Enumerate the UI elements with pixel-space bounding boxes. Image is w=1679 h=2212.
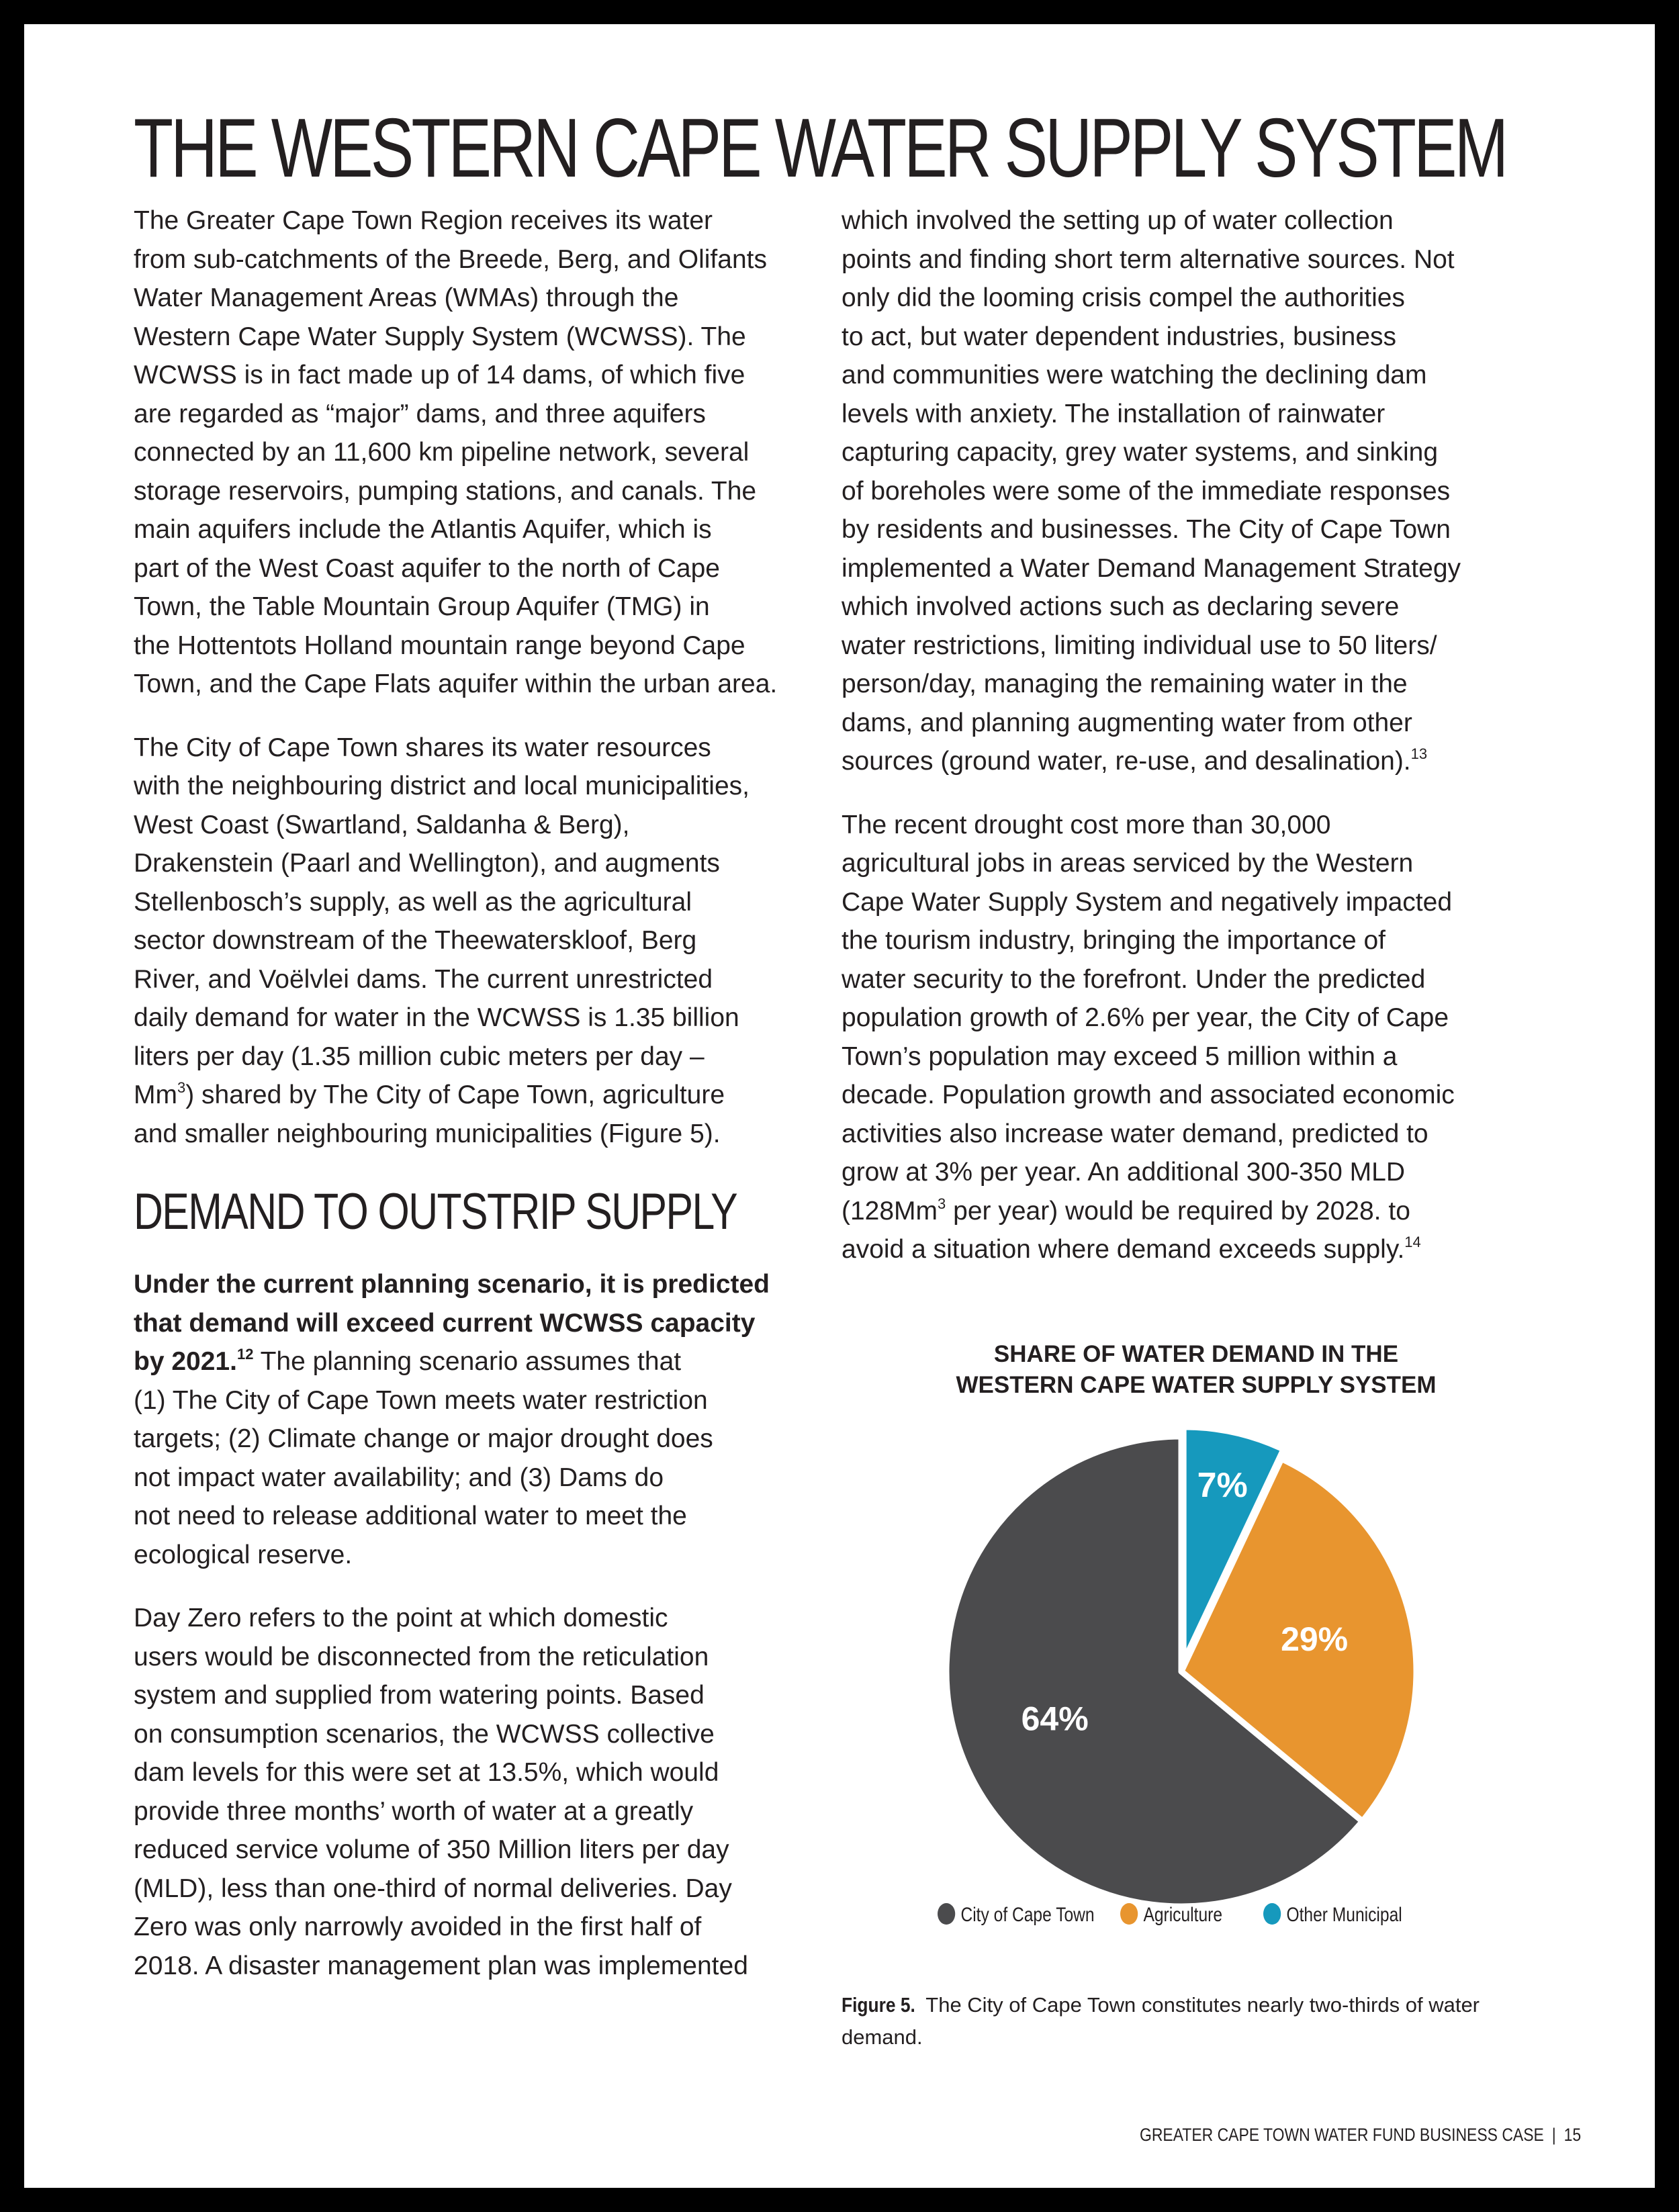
text-line: sector downstream of the Theewaterskloof, Berg xyxy=(134,926,697,955)
chart-title xyxy=(830,1339,1562,1401)
text-line: The Greater Cape Town Region receives its water xyxy=(134,206,713,235)
text-line: Zero was only narrowly avoided in the first half of xyxy=(134,1913,702,1941)
text-line: (MLD), less than one-third of normal deliveries. Day xyxy=(134,1874,732,1903)
text-fragment: (128Mm xyxy=(842,1196,938,1226)
text-fragment: avoid a situation where demand exceeds supply. xyxy=(842,1235,1405,1264)
text-line: of boreholes were some of the immediate responses xyxy=(842,476,1451,506)
left-column xyxy=(134,201,819,2010)
superscript: 3 xyxy=(938,1195,946,1212)
right-column xyxy=(842,201,1527,1294)
text-line: WCWSS is in fact made up of 14 dams, of which five xyxy=(134,361,745,389)
text-line: agricultural jobs in areas serviced by the Western xyxy=(842,849,1414,878)
document-page xyxy=(24,24,1655,2188)
text-line: to act, but water dependent industries, business xyxy=(842,322,1397,351)
text-line: water security to the forefront. Under the predicted xyxy=(842,964,1426,994)
text-line: Town, and the Cape Flats aquifer within the urban area. xyxy=(134,670,778,698)
pie-label-agriculture: 29% xyxy=(1281,1620,1349,1658)
text-line: which involved actions such as declaring severe xyxy=(842,592,1400,621)
text-line: with the neighbouring district and local municipalities, xyxy=(134,772,750,800)
text-fragment: sources (ground water, re-use, and desalination). xyxy=(842,747,1411,776)
text-line xyxy=(842,742,1527,781)
text-line: (1) The City of Cape Town meets water restriction xyxy=(134,1385,708,1415)
legend-label: Other Municipal xyxy=(1286,1904,1402,1926)
text-line: the Hottentots Holland mountain range beyond Cape xyxy=(134,631,745,660)
text-line: Town’s population may exceed 5 million within a xyxy=(842,1042,1398,1071)
text-line: and communities were watching the declining dam xyxy=(842,361,1427,389)
text-line: dam levels for this were set at 13.5%, which would xyxy=(134,1758,719,1787)
paragraph-planning-scenario xyxy=(134,1265,819,1574)
text-line: person/day, managing the remaining water in the xyxy=(842,670,1408,698)
paragraph-day-zero xyxy=(134,1599,819,1985)
text-line: the tourism industry, bringing the importance of xyxy=(842,926,1386,955)
text-line: on consumption scenarios, the WCWSS collective xyxy=(134,1719,715,1749)
footer-title: GREATER CAPE TOWN WATER FUND BUSINESS CASE xyxy=(1139,2125,1544,2145)
text-line: levels with anxiety. The installation of rainwater xyxy=(842,399,1386,428)
text-fragment-bold: by 2021. xyxy=(134,1347,237,1376)
pie-chart xyxy=(926,1416,1437,1927)
text-line: storage reservoirs, pumping stations, and canals. The xyxy=(134,476,757,506)
text-line: Day Zero refers to the point at which domestic xyxy=(134,1604,668,1632)
text-line: provide three months’ worth of water at a greatly xyxy=(134,1796,694,1826)
text-line: decade. Population growth and associated economic xyxy=(842,1080,1455,1109)
text-line: not impact water availability; and (3) Dams do xyxy=(134,1463,664,1492)
text-line: Cape Water Supply System and negatively impacted xyxy=(842,887,1453,917)
superscript: 3 xyxy=(177,1079,186,1096)
text-line: main aquifers include the Atlantis Aquifer, which is xyxy=(134,515,712,544)
text-line: 2018. A disaster management plan was implemented xyxy=(134,1951,748,1980)
section-heading-demand: DEMAND TO OUTSTRIP SUPPLY xyxy=(134,1183,737,1240)
text-line xyxy=(134,1076,819,1115)
text-line xyxy=(842,1192,1527,1231)
text-line: dams, and planning augmenting water from other xyxy=(842,708,1412,737)
page-title: THE WESTERN CAPE WATER SUPPLY SYSTEM xyxy=(134,102,1506,195)
text-line: water restrictions, limiting individual use to 50 liters/ xyxy=(842,631,1437,660)
legend-swatch-city xyxy=(938,1903,955,1925)
text-line-bold: Under the current planning scenario, it is predicted xyxy=(134,1270,770,1299)
text-line: and smaller neighbouring municipalities (Figure 5). xyxy=(134,1119,721,1148)
text-fragment: The planning scenario assumes that xyxy=(253,1347,682,1376)
caption-text: The City of Cape Town constitutes nearly two-thirds of water demand. xyxy=(842,1993,1480,2049)
page-footer xyxy=(1140,2123,1581,2147)
legend-swatch-other-municipal xyxy=(1263,1903,1281,1925)
chart-title-line: SHARE OF WATER DEMAND IN THE xyxy=(993,1341,1399,1367)
paragraph-wcwss-overview xyxy=(134,201,819,704)
paragraph-drought-impact xyxy=(842,806,1527,1269)
figure-caption xyxy=(842,1989,1540,2054)
text-line: liters per day (1.35 million cubic meters per day – xyxy=(134,1042,705,1071)
text-line: only did the looming crisis compel the authorities xyxy=(842,283,1405,312)
text-line-bold: that demand will exceed current WCWSS capacity xyxy=(134,1308,756,1338)
legend-label: Agriculture xyxy=(1143,1904,1223,1926)
text-line: capturing capacity, grey water systems, and sinking xyxy=(842,438,1439,467)
text-line: ecological reserve. xyxy=(134,1540,353,1569)
text-line: connected by an 11,600 km pipeline network, several xyxy=(134,438,750,467)
pie-label-other-municipal: 7% xyxy=(1197,1466,1248,1506)
pie-label-city: 64% xyxy=(1021,1700,1089,1738)
paragraph-crisis-response xyxy=(842,201,1527,781)
text-line: targets; (2) Climate change or major drought does xyxy=(134,1424,713,1453)
chart-title-line: WESTERN CAPE WATER SUPPLY SYSTEM xyxy=(956,1372,1437,1398)
paragraph-shared-resources xyxy=(134,729,819,1154)
text-line: Town, the Table Mountain Group Aquifer (TMG) in xyxy=(134,592,710,621)
text-line: Western Cape Water Supply System (WCWSS). The xyxy=(134,322,746,351)
legend-item-agriculture xyxy=(1120,1902,1222,1929)
text-line xyxy=(134,1342,819,1381)
figure-label: Figure 5. xyxy=(842,1993,915,2017)
text-line: which involved the setting up of water collection xyxy=(842,206,1394,235)
legend-item-city xyxy=(938,1902,1095,1929)
text-line: part of the West Coast aquifer to the north of Cape xyxy=(134,553,720,583)
text-line: The recent drought cost more than 30,000 xyxy=(842,810,1331,839)
legend-item-other-municipal xyxy=(1263,1902,1402,1929)
text-fragment: ) shared by The City of Cape Town, agriculture xyxy=(185,1080,725,1109)
text-line: daily demand for water in the WCWSS is 1.35 billion xyxy=(134,1003,739,1032)
text-line: The City of Cape Town shares its water resources xyxy=(134,733,711,762)
text-line: population growth of 2.6% per year, the City of Cape xyxy=(842,1003,1449,1032)
text-line: Water Management Areas (WMAs) through the xyxy=(134,283,679,312)
text-fragment: per year) would be required by 2028. to xyxy=(946,1196,1410,1226)
text-line: Stellenbosch’s supply, as well as the agricultural xyxy=(134,887,692,917)
text-line: not need to release additional water to meet the xyxy=(134,1502,687,1530)
text-fragment: Mm xyxy=(134,1080,177,1109)
text-line: points and finding short term alternative sources. Not xyxy=(842,244,1455,274)
footer-separator: | xyxy=(1551,2125,1556,2145)
text-line xyxy=(842,1230,1527,1269)
text-line: West Coast (Swartland, Saldanha & Berg), xyxy=(134,810,630,839)
text-line: activities also increase water demand, predicted to xyxy=(842,1119,1428,1148)
text-line: users would be disconnected from the reticulation xyxy=(134,1642,709,1671)
text-line: system and supplied from watering points. Based xyxy=(134,1681,705,1710)
footnote-ref-12: 12 xyxy=(236,1346,254,1363)
text-line: by residents and businesses. The City of Cape Town xyxy=(842,515,1451,544)
text-line: grow at 3% per year. An additional 300-350 MLD xyxy=(842,1158,1406,1187)
text-line: reduced service volume of 350 Million liters per day xyxy=(134,1835,729,1864)
legend-label: City of Cape Town xyxy=(960,1904,1095,1926)
footnote-ref-14: 14 xyxy=(1404,1234,1421,1250)
page-number: 15 xyxy=(1563,2125,1581,2145)
text-line: are regarded as “major” dams, and three aquifers xyxy=(134,399,706,428)
text-line: implemented a Water Demand Management Strategy xyxy=(842,553,1461,583)
footnote-ref-13: 13 xyxy=(1410,745,1428,762)
text-line: Drakenstein (Paarl and Wellington), and augments xyxy=(134,849,720,878)
text-line: from sub-catchments of the Breede, Berg, and Olifants xyxy=(134,244,767,274)
legend-swatch-agriculture xyxy=(1120,1903,1138,1925)
text-line: River, and Voëlvlei dams. The current unrestricted xyxy=(134,964,713,994)
